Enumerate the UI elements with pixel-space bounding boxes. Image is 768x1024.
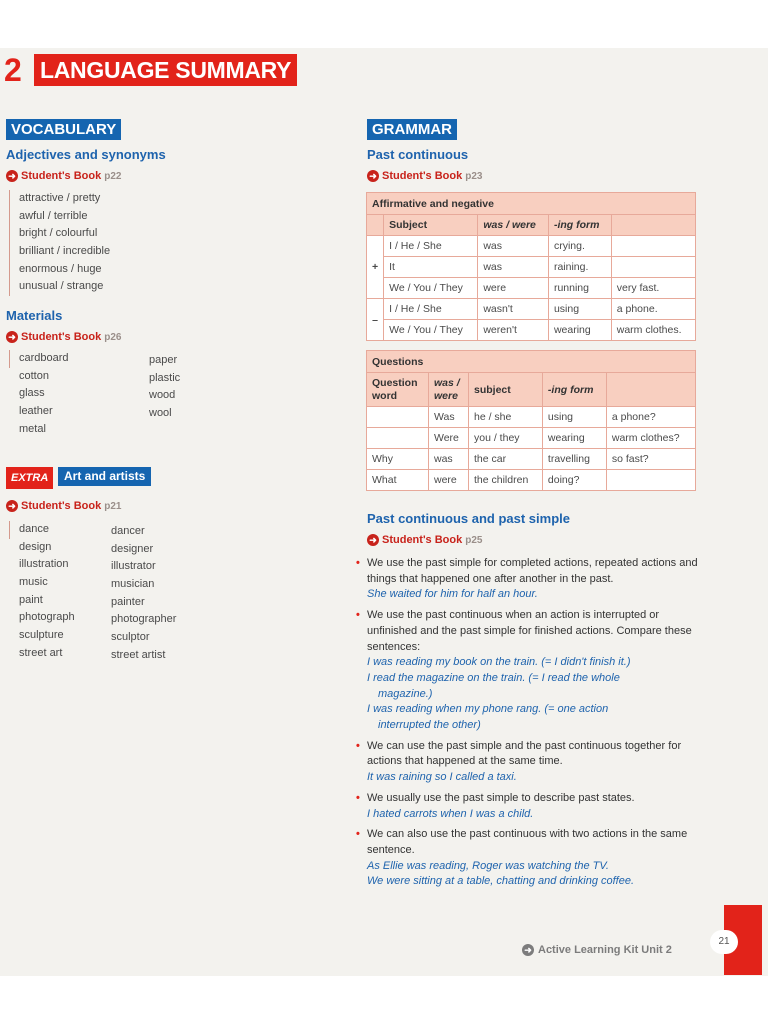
list-item: illustration [19,558,69,571]
list-item: sculptor [111,631,150,644]
list-item: leather [19,405,53,418]
table-row: – I / He / She wasn't using a phone. [367,299,696,320]
arrow-right-icon: ➜ [522,944,534,956]
example-sentence: As Ellie was reading, Roger was watching the TV. [367,859,609,872]
list-item: awful / terrible [19,209,88,222]
example-sentence: I hated carrots when I was a child. [367,807,534,820]
materials-heading: Materials [6,308,63,323]
students-book-ref[interactable]: ➜ Student's Book p22 [6,170,121,182]
list-item: design [19,540,52,553]
list-item: photograph [19,611,75,624]
vocabulary-tag: VOCABULARY [6,119,121,140]
table-row: We / You / They were running very fast. [367,278,696,299]
table-title: Questions [367,351,696,373]
questions-table [366,350,696,491]
column-header: subject [469,373,543,407]
example-sentence: magazine.) [378,687,433,700]
list-item: wood [149,389,176,402]
art-list [9,521,177,661]
list-item: metal [19,422,46,435]
bullet-icon: • [356,609,360,622]
table-row: Was he / she using a phone? [367,407,696,428]
list-item: designer [111,542,154,555]
pc-ps-heading: Past continuous and past simple [367,511,570,526]
students-book-ref[interactable]: ➜ Student's Book p26 [6,331,121,343]
list-item: • We can use the past simple and the past continuous together for actions that happened at the same time. It was raining so I called a taxi. [356,739,706,786]
list-item: paper [149,354,178,366]
grammar-tag: GRAMMAR [367,119,457,140]
list-item: wool [149,407,172,420]
list-item: cotton [19,369,49,382]
students-book-ref[interactable]: ➜ Student's Book p21 [6,500,121,512]
table-row: Were you / they wearing warm clothes? [367,428,696,449]
column-header: was / were [478,215,549,236]
grammar-rules [356,556,706,895]
bullet-icon: • [356,828,360,841]
bullet-icon: • [356,739,360,752]
column-header: Subject [384,215,478,236]
table-row: It was raining. [367,257,696,278]
plus-sign: + [367,236,384,299]
affirmative-negative-table [366,192,696,341]
list-item: painter [111,595,145,608]
list-item: • We use the past continuous when an action is interrupted or unfinished and the past simple for finished actions. Compare these sentences: I was reading my book on the train. (= I didn't finish it.) I read the magazine on the train. (= I read the whole magazine.) I was reading when my phone rang. (= one action interrupted the other) [356,608,706,734]
list-item: enormous / huge [19,262,102,275]
arrow-right-icon: ➜ [6,500,18,512]
example-sentence: We were sitting at a table, chatting and drinking coffee. [367,875,635,888]
list-item: • We can also use the past continuous with two actions in the same sentence. As Ellie was reading, Roger was watching the TV. We were sitting at a table, chatting and drinking coffee. [356,827,706,890]
arrow-right-icon: ➜ [367,170,379,182]
list-item: cardboard [19,352,69,364]
table-row: We / You / They weren't wearing warm clothes. [367,320,696,341]
list-item: brilliant / incredible [19,245,111,258]
unit-number: 2 [4,52,22,88]
column-header [611,215,695,236]
students-book-ref[interactable]: ➜ Student's Book p25 [367,534,482,546]
list-item: dance [19,523,49,535]
arrow-right-icon: ➜ [6,170,18,182]
table-row: What were the children doing? [367,470,696,491]
page-number: 21 [710,930,738,954]
list-item: sculpture [19,629,64,642]
example-sentence: interrupted the other) [378,719,481,732]
adjectives-heading: Adjectives and synonyms [6,147,166,162]
column-header: was / were [429,373,469,407]
list-item: musician [111,578,155,591]
example-sentence: She waited for him for half an hour. [367,588,538,601]
minus-sign: – [367,299,384,341]
materials-list [9,350,181,435]
list-item: plastic [149,371,181,384]
example-sentence: I was reading my book on the train. (= I didn't finish it.) [367,656,631,669]
list-item: unusual / strange [19,280,104,293]
column-header: Question word [367,373,429,407]
list-item: • We use the past simple for completed actions, repeated actions and things that happened one after another in the past. She waited for him for half an hour. [356,556,706,603]
bullet-icon: • [356,791,360,804]
list-item: music [19,576,48,589]
list-item: paint [19,593,43,606]
column-header [606,373,695,407]
list-item: glass [19,387,45,400]
list-item: street artist [111,648,166,661]
arrow-right-icon: ➜ [367,534,379,546]
example-sentence: It was raining so I called a taxi. [367,771,517,784]
adjectives-list [9,190,110,296]
table-row: Why was the car travelling so fast? [367,449,696,470]
table-row: + I / He / She was crying. [367,236,696,257]
list-item: illustrator [111,560,156,573]
example-sentence: I read the magazine on the train. (= I read the whole [367,671,620,684]
list-item: street art [19,646,63,659]
list-item: dancer [111,525,145,537]
list-item: • We usually use the past simple to describe past states. I hated carrots when I was a child. [356,791,706,822]
example-sentence: I was reading when my phone rang. (= one action [367,703,609,716]
page-title: LANGUAGE SUMMARY [34,54,297,86]
arrow-right-icon: ➜ [6,331,18,343]
list-item: attractive / pretty [19,192,101,204]
bullet-icon: • [356,557,360,569]
list-item: photographer [111,613,177,626]
past-continuous-heading: Past continuous [367,147,469,162]
extra-tag: EXTRA [6,467,53,489]
list-item: bright / colourful [19,227,98,240]
active-learning-kit-link[interactable]: ➜ Active Learning Kit Unit 2 [522,944,672,956]
extra-heading: Art and artists [58,467,151,486]
column-header: -ing form [542,373,606,407]
students-book-ref[interactable]: ➜ Student's Book p23 [367,170,482,182]
table-title: Affirmative and negative [367,193,696,215]
column-header: -ing form [548,215,611,236]
